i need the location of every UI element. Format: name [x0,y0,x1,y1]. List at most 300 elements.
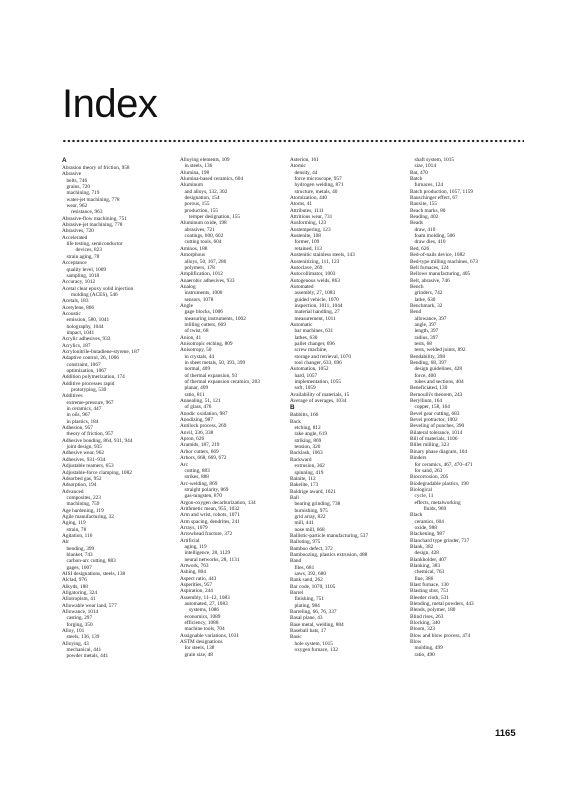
index-subentry: tubes and sections, 404 [414,379,464,386]
index-entry: Artificial [180,537,200,544]
index-entry: Anisotropic etching, 809 [180,340,233,347]
index-subentry: gages, 1007 [66,564,92,571]
index-subentry: for ceramics, 467, 470–471 [414,461,473,468]
index-subentry: ratio, 490 [414,651,435,658]
index-entry: Autogenous welds, 863 [290,277,340,284]
index-subentry: strain aging, 78 [66,253,100,260]
index-subentry: casting, 297 [66,615,93,622]
index-entry: Autocollimator, 1003 [290,271,336,278]
index-entry: Aspect ratio, 443 [180,575,217,582]
index-entry: Atomization, 440 [290,195,328,202]
index-subentry: strikes, 888 [184,474,209,481]
index-letter-heading: A [62,157,67,164]
index-subentry: bearing grinding, 738 [294,501,341,508]
index-subentry: chemical, 763 [414,569,445,576]
index-entry: Blankholder, 407 [410,556,447,563]
index-subentry: inspection, 1011, 1044 [294,302,343,309]
index-entry: Barrel [290,590,304,597]
index-entry: Arc [180,461,188,468]
index-entry: Additives [62,393,83,400]
index-entry: Allotropism, 41 [62,596,96,603]
index-subentry: ratio, 811 [184,391,205,398]
index-entry: Alclad, 976 [62,577,87,584]
index-subentry: spinning, 419 [294,469,324,476]
index-entry: Anisotropy, 50 [180,347,212,354]
index-subentry: prototyping, 530 [71,387,107,394]
index-subentry: extrusion, 362 [294,463,325,470]
index-subentry: rake angle, 619 [294,431,328,438]
index-subentry: force microscope, 957 [294,176,342,183]
index-entry: Artwork, 763 [180,563,209,569]
index-subentry: emission, 580, 1041 [66,317,110,324]
index-entry: Ballistic-particle manufacturing, 537 [290,532,369,539]
index-entry: Abrasion theory of friction, 958 [62,165,130,171]
index-subentry: wear, 962 [66,203,88,210]
index-entry: Austenitic stainless steels, 143 [290,252,355,259]
index-entry: Binders [410,455,427,462]
index-entry: Arbors, 668, 669, 672 [180,455,227,462]
index-entry: Advanced [62,488,84,495]
index-entry: Bainite, 112 [290,475,316,482]
index-subentry: in plastics, 184 [66,418,99,425]
index-entry: Backlash, 1063 [290,450,323,457]
index-entry: Arithmetic mean, 955, 1032 [180,505,240,512]
index-subentry: mill, 441 [294,520,314,527]
index-subentry: saws, 392, 680 [294,571,326,577]
index-entry: Arrays, 1079 [180,524,208,531]
index-subentry: length, 397 [414,328,439,335]
index-entry: Alloying elements, 109 [180,157,230,163]
index-entry: Baldrige award, 1021 [290,488,336,495]
index-subentry: structure, metals, 40 [294,188,338,195]
index-entry: Average of averages, 1034 [290,398,347,405]
index-entry: Balloting, 975 [290,539,321,546]
index-column-2 [180,157,290,658]
index-subentry: striking, 869 [294,437,322,444]
index-entry: Biodegradable plastics, 190 [410,480,469,487]
index-entry: Bauxite, 155 [410,201,438,208]
index-subentry: alloys, 50, 167, 286 [184,258,227,265]
index-entry: ASTM designations [180,639,223,646]
index-subentry: draw dies, 410 [414,239,446,246]
index-subentry: tests, 68 [414,340,432,347]
index-subentry: cycle, 11 [414,493,434,500]
index-subentry: holography, 1044 [66,323,104,330]
index-entry: Bat, 470 [410,169,428,176]
index-subentry: economics, 1089 [184,613,221,620]
index-entry: Aminos, 188 [180,245,208,252]
index-entry: Bleeder cloth, 531 [410,594,449,601]
index-entry: Age hardening, 119 [62,507,104,514]
index-entry: Anodic oxidation, 987 [180,410,228,417]
index-entry: Blanchard type grinder, 737 [410,537,470,544]
index-subentry: systems, 1086 [189,607,220,614]
index-entry: Austenite, 108 [290,233,321,240]
index-subentry: coatings, 600, 602 [184,233,224,240]
index-subentry: of thermal expansion, 93 [184,372,238,379]
index-entry: Agitation, 116 [62,532,93,539]
index-entry: Back [290,418,301,425]
index-entry: Abrasive-flow machining, 751 [62,215,127,222]
index-subentry: foam molding, 506 [414,233,455,240]
index-entry: Anion, 41 [180,334,202,341]
index-subentry: planar, 409 [184,385,209,392]
index-subentry: fine, 386 [414,575,434,582]
index-entry: Alumina, 198 [180,169,210,176]
index-subentry: theory of friction, 957 [66,431,114,438]
index-subentry: neural networks, 28, 1131 [184,556,240,563]
index-entry: Acetylene, 866 [62,304,95,311]
index-subentry: grinders, 742 [414,290,443,297]
index-subentry: intelligence, 28, 1129 [184,550,231,557]
index-subentry: for steels, 138 [184,645,215,652]
index-subentry: abrasives, 721 [184,226,215,233]
index-subentry: oxide, 988 [414,524,437,531]
index-subentry: tests, welded joints, 892 [414,347,466,354]
index-entry: Amplification, 1012 [180,271,223,278]
index-subentry: burnishing, 975 [294,507,328,514]
index-subentry: mechanical, 441 [66,647,102,654]
index-subentry: in sheet metals, 50, 393, 399 [184,360,246,366]
index-subentry: of thermal expansion ceramics, 203 [184,379,260,386]
index-entry: Adsorption, 194 [62,482,97,489]
index-entry: Blank, 382 [410,543,434,550]
index-subentry: bending, 399 [66,545,95,552]
index-entry: Allowance, 1014 [62,609,99,616]
index-entry: Autoclave, 269 [290,264,323,271]
index-entry: Band [290,558,302,565]
index-subentry: size, 1014 [414,163,436,170]
index-entry: Arm and wrist, robots, 1071 [180,512,240,519]
index-subentry: machine tools, 704 [184,626,225,633]
index-subentry: angle, 397 [414,321,437,328]
index-entry: Adsorbed gas, 952 [62,475,102,482]
index-entry: Adhesion, 957 [62,425,93,432]
index-subentry: production, 155 [184,207,219,214]
index-entry: Alkyds, 188 [62,583,88,590]
index-subentry: former, 109 [294,239,320,246]
index-entry: Blow [410,639,422,646]
index-subentry: cutting, 883 [184,467,210,474]
index-entry: Accuracy, 1012 [62,279,96,286]
index-entry: Alloy, 101 [62,628,85,635]
index-subentry: measurement, 1011 [294,315,336,322]
index-subentry: assembly, 27, 1083 [294,290,336,297]
index-subentry: joint design, 935 [66,444,102,451]
index-subentry: instruments, 1000 [184,290,223,297]
index-subentry: effects, metalworking [414,499,461,506]
index-entry: Argon-oxygen decarburization, 134 [180,499,256,506]
index-subentry: finishing, 751 [294,596,324,603]
index-entry: Ball [290,494,299,501]
index-entry: Amorphous [180,252,206,259]
index-subentry: belts, 746 [66,177,88,184]
index-entry: Atomic [290,163,306,170]
index-entry: Blends, polymer, 180 [410,607,456,614]
index-entry: Bed-of-nails device, 1082 [410,252,465,259]
index-entry: Acrylic adhesives, 933 [62,336,111,343]
index-entry: Acetals, 183 [62,298,89,305]
index-entry: Beneficiated, 130 [410,385,448,392]
index-subentry: composites, 223 [66,494,101,501]
index-subentry: milling cutters, 669 [184,321,226,328]
index-subentry: density, 44 [294,169,318,176]
index-subentry: fluids, 969 [423,505,447,512]
index-subentry: for sand, 263 [414,467,443,474]
index-entry: Anvil, 336, 338 [180,429,214,436]
index-subentry: sampling, 1018 [66,272,100,279]
index-subentry: molding (ACES), 546 [71,291,118,298]
index-subentry: extreme-pressure, 967 [66,399,114,406]
index-entry: Alumina-based ceramics, 604 [180,176,244,183]
index-entry: Bakelite, 173 [290,482,319,489]
index-subentry: forging, 350 [66,621,93,628]
index-entry: Ausforming, 123 [290,220,327,227]
index-subentry: grid array, 822 [294,513,326,520]
index-entry: Abrasive-jet machining, 778 [62,222,123,229]
index-entry: Austempering, 123 [290,226,331,233]
index-subentry: hard, 1057 [294,372,318,379]
index-entry: Automated [290,283,314,290]
index-subentry: water-jet machining, 778 [66,196,120,203]
index-subentry: of twist, 68 [184,328,209,335]
index-entry: Atoms, 41 [290,201,313,208]
index-entry: Binary phase diagram, 104 [410,448,468,455]
index-entry: Acoustic [62,310,81,317]
index-subentry: ceramics, 604 [414,518,444,525]
index-entry: Batch production, 1057, 1159 [410,188,473,195]
index-entry: Adhesives, 931–934 [62,456,106,463]
index-subentry: machining, 759 [66,501,100,508]
index-entry: Billet milling, 323 [410,442,449,449]
index-entry: Basal plane, 43 [290,615,323,622]
index-entry: Allowable wear land, 577 [62,602,117,609]
index-entry: Apron, 626 [180,436,205,443]
index-subentry: resistance, 963 [71,209,103,216]
index-entry: Anaerobic adhesives, 933 [180,277,235,284]
index-subentry: in crystals, 44 [184,353,215,360]
index-subentry: carbon-arc cutting, 883 [66,558,116,565]
index-entry: Bevel protractor, 1002 [410,417,458,424]
index-subentry: designation, 154 [184,195,220,202]
index-column-1 [62,157,172,660]
index-subentry: quality level, 1009 [66,266,107,273]
index-subentry: normal, 409 [184,366,211,373]
index-entry: Aluminum [180,182,203,189]
index-subentry: oxygen furnace, 132 [294,647,338,654]
index-subentry: in ceramics, 447 [66,406,102,413]
index-subentry: gage blocks, 1006 [184,309,223,316]
index-subentry: grain size, 48 [184,651,213,658]
index-entry: Antilock process, 269 [180,423,227,430]
index-entry: Blending, metal powders, 443 [410,601,474,608]
index-entry: Allgatoring, 324 [62,590,98,597]
index-subentry: tension, 320 [294,444,321,451]
index-entry: Analog [180,283,196,290]
dotted-rule [62,139,524,143]
index-entry: Biological [410,486,433,493]
index-subentry: shaft system, 1015 [414,157,455,163]
index-entry: Base metal, welding, 884 [290,621,344,628]
index-entry: Angle [180,302,193,309]
index-subentry: storage and retrieval, 1070 [294,353,351,360]
index-entry: Bellows manufacturing, 405 [410,271,471,278]
index-entry: Automation, 1052 [290,366,329,373]
index-entry: Bell furnaces, 124 [410,264,449,271]
index-entry: Acceptance [62,260,87,267]
index-subentry: aging, 119 [184,543,207,550]
index-subentry: plating, 984 [294,602,320,609]
index-subentry: constraint, 1067 [66,361,101,368]
index-entry: Austenitizing, 111, 123 [290,258,340,265]
index-letter-heading: B [290,404,295,412]
page-number: 1165 [495,728,516,739]
index-subentry: grains, 720 [66,184,91,191]
index-entry: Aramids, 187, 219 [180,442,220,449]
index-subentry: automated, 27, 1083 [184,601,228,608]
index-entry: Aging, 119 [62,520,86,527]
index-entry: Asterion, 161 [290,157,319,163]
index-entry: Bar code, 1070, 1105 [290,583,336,590]
index-subentry: impact, 1041 [66,329,95,336]
index-entry: Attritious wear, 731 [290,214,333,221]
index-subentry: lathe, 630 [414,296,436,303]
index-entry: Bevel gear cutting, 683 [410,410,460,417]
index-column-4 [410,157,520,658]
index-entry: Benchmark, 32 [410,302,443,309]
index-entry: Agile manufacturing, 32 [62,513,114,520]
index-subentry: in oils, 967 [66,412,91,419]
index-subentry: cutting tools, 604 [184,239,222,246]
page-title: Index [62,82,158,126]
index-subentry: optimization, 1067 [66,368,107,374]
index-entry: Assignable variations, 1031 [180,632,239,639]
index-entry: Adjustable-force clamping, 1082 [62,469,132,476]
index-entry: Bamboozing, plastics extrusion, 488 [290,551,368,558]
index-entry: Abrasive [62,171,82,178]
index-entry: Arm spacing, dendrites, 241 [180,518,240,525]
index-column-3 [290,157,400,653]
index-subentry: polymers, 178 [184,264,215,271]
index-entry: Bench [410,283,424,290]
index-subentry: material handling, 27 [294,309,340,316]
index-subentry: straight polarity, 869 [184,486,229,493]
index-entry: Adaptive control, 26, 1066 [62,355,119,362]
index-entry: Assembly, 11–12, 1083 [180,594,230,601]
index-entry: Black [410,512,423,519]
index-subentry: porous, 155 [184,201,210,208]
index-entry: Bilateral tolerance, 1014 [410,429,463,436]
index-entry: Basic [290,634,302,641]
index-subentry: devices, 823 [75,247,102,254]
index-subentry: hole system, 1015 [294,640,333,647]
index-entry: Beryllium, 164 [410,398,443,405]
index-subentry: screw machine, [294,347,328,354]
index-subentry: allowance, 397 [414,315,447,322]
index-entry: Bending, 68, 397 [410,360,447,366]
index-subentry: retained, 113 [294,245,322,252]
index-subentry: design, 428 [414,550,439,557]
index-entry: Bed, 626 [410,245,430,252]
index-entry: Baseball bats, 17 [290,628,327,635]
index-entry: Adhesive wear, 962 [62,450,105,457]
index-subentry: and alloys, 132, 302 [184,188,228,195]
index-entry: Babbitts, 166 [290,412,319,419]
index-entry: Belt, abrasive, 746 [410,277,450,284]
index-entry: Beads [410,220,423,227]
index-subentry: powder metals, 441 [66,653,109,660]
index-subentry: blanket, 743 [66,551,93,558]
index-entry: Blocking, 340 [410,620,441,627]
index-subentry: strain, 78 [66,526,87,533]
index-entry: Ashing, 804 [180,569,206,576]
index-entry: Acrylonitrile-butadiene-styrene, 187 [62,348,140,355]
index-subentry: steels, 136, 139 [66,634,100,641]
index-entry: Blast furnace, 130 [410,582,449,589]
index-entry: Annealing, 51, 121 [180,398,221,405]
index-entry: Blanking, 383 [410,563,441,569]
index-subentry: gas-tungsten, 870 [184,493,222,500]
index-subentry: implementation, 1055 [294,379,341,386]
index-subentry: tool changer, 633, 696 [294,360,342,366]
index-entry: Alloying, 43 [62,640,89,647]
index-entry: Beveling of punches, 390 [410,423,465,430]
index-subentry: copper, 158, 164 [414,404,450,411]
index-entry: Aluminum oxide, 198 [180,220,227,227]
index-subentry: of glass, 476 [184,404,212,411]
index-entry: Additive processes rapid [62,380,115,387]
index-entry: Acetal clear epoxy solid injection [62,285,134,292]
index-entry: Air [62,539,70,546]
index-subentry: etching, 812 [294,425,321,432]
index-subentry: molding, 499 [414,645,443,652]
index-entry: Bed-type milling machines, 673 [410,258,478,265]
index-subentry: life testing, semiconductor [66,241,123,248]
index-subentry: draw, 410 [414,226,436,233]
index-entry: Batch [410,176,423,183]
index-subentry: sensors, 1078 [184,296,214,303]
index-entry: AISI designations, steels, 138 [62,571,126,577]
index-subentry: furnaces, 124 [414,182,444,189]
index-subentry: measuring instruments, 1002 [184,315,246,322]
index-entry: Barreling, 66, 76, 337 [290,609,337,616]
index-entry: Backward [290,456,312,463]
index-subentry: design guidelines, 428 [414,366,463,373]
index-entry: Adhesive bonding, 864, 931, 944 [62,437,133,444]
index-entry: Arrowhead fracture, 372 [180,531,233,538]
index-entry: Blind rises, 263 [410,613,444,620]
index-subentry: guided vehicle, 1070 [294,296,339,303]
index-entry: Attributes, 1111 [290,207,324,214]
index-entry: Arbor cutters, 669 [180,448,219,455]
index-subentry: nose mill, 668 [294,526,325,533]
index-entry: Blackening, 987 [410,531,445,538]
index-entry: Biocorrosion, 205 [410,474,449,481]
index-subentry: in steels, 136 [184,163,213,170]
index-subentry: bar machines, 631 [294,328,334,335]
index-entry: Addition polymerization, 174 [62,374,125,381]
index-entry: Arc-welding, 869 [180,480,218,487]
index-subentry: soft, 1059 [294,385,316,392]
index-subentry: radius, 397 [414,334,439,341]
index-entry: Anodizing, 987 [180,417,213,424]
index-entry: Accelerated [62,234,88,241]
index-entry: Acrylics, 187 [62,342,91,349]
index-entry: Abrasives, 720 [62,228,94,235]
index-entry: Availability of materials, 15 [290,391,350,398]
index-entry: Adjustable reamers, 653 [62,463,114,470]
index-entry: Bauschinger effect, 67 [410,195,458,202]
